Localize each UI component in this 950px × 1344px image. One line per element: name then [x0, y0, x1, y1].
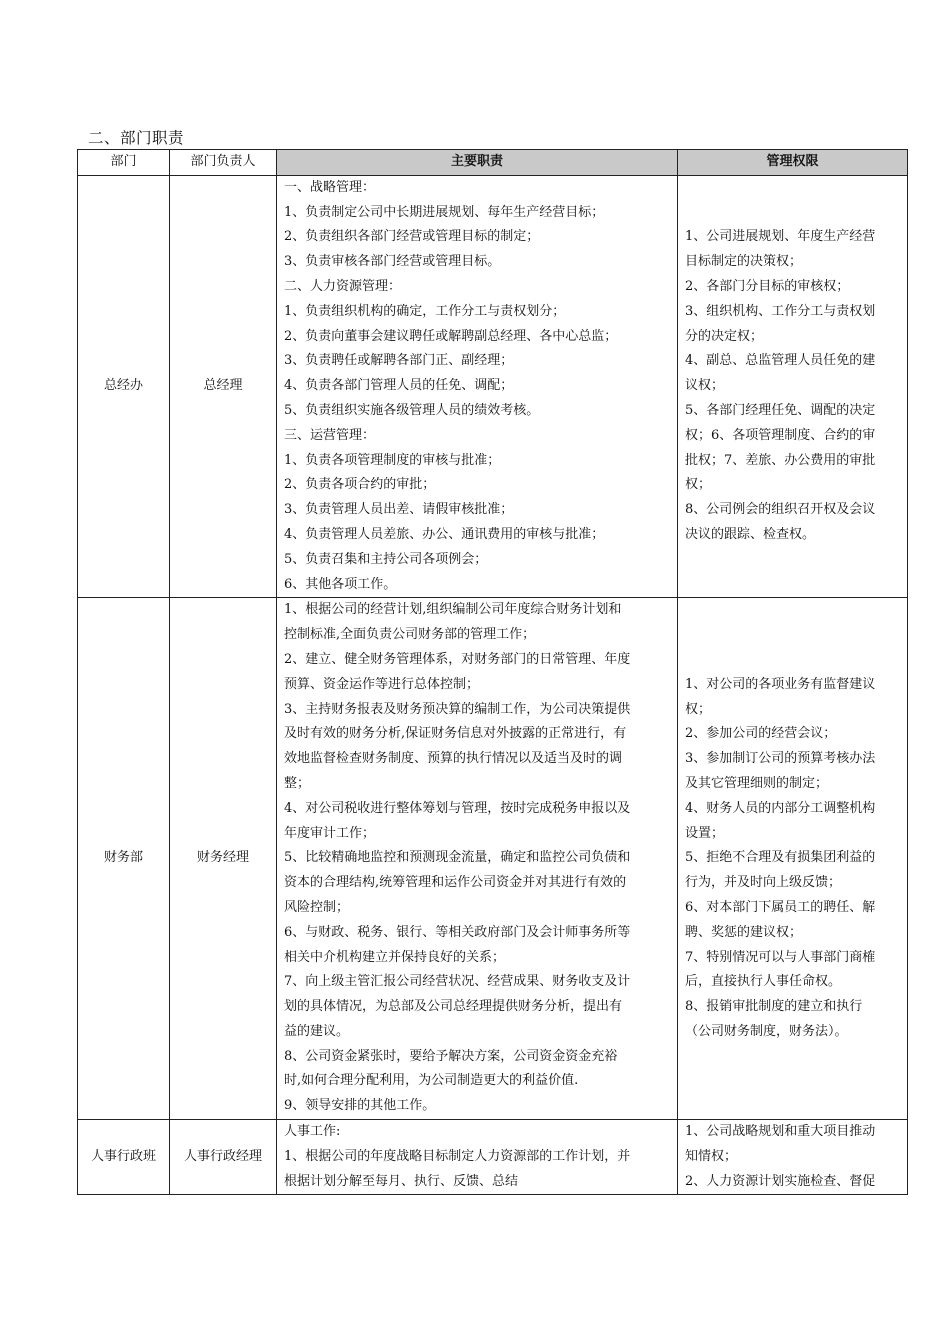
duty-line: 资本的合理结构,统筹管理和运作公司资金并对其进行有效的 — [284, 875, 627, 891]
duty-line: 5、负责组织实施各级管理人员的绩效考核。 — [284, 402, 540, 418]
authority-line: 6、对本部门下属员工的聘任、解 — [685, 899, 876, 915]
department-duties-table — [77, 149, 908, 1195]
duty-line: 1、根据公司的经营计划,组织编制公司年度综合财务计划和 — [284, 602, 622, 618]
authority-line: 知情权； — [685, 1148, 738, 1164]
duty-line: 相关中介机构建立并保持良好的关系； — [284, 949, 506, 965]
duty-line: 5、比较精确地监控和预测现金流量，确定和监控公司负债和 — [284, 850, 631, 866]
authority-line: 2、各部门分目标的审核权； — [685, 278, 850, 294]
authority-line: 4、财务人员的内部分工调整机构 — [685, 800, 876, 816]
main-duties-cell — [277, 1120, 678, 1195]
main-duties-cell — [277, 175, 678, 598]
authority-line: 4、副总、总监管理人员任免的建 — [685, 353, 876, 369]
authority-line: 2、参加公司的经营会议； — [685, 726, 837, 742]
duty-line: 整； — [284, 775, 311, 791]
duty-line: 二、人力资源管理： — [284, 278, 402, 294]
authority-line: 8、公司例会的组织召开权及会议 — [685, 502, 876, 518]
duty-line: 7、向上级主管汇报公司经营状况、经营成果、财务收支及计 — [284, 974, 631, 990]
duty-line: 1、负责各项管理制度的审核与批准； — [284, 452, 501, 468]
duty-line: 益的建议。 — [284, 1023, 350, 1039]
authority-line: 及其它管理细则的制定； — [685, 775, 829, 791]
authority-cell — [678, 598, 908, 1120]
authority-line: 5、拒绝不合理及有损集团利益的 — [685, 850, 876, 866]
authority-line: 2、人力资源计划实施检查、督促 — [685, 1173, 876, 1189]
header-main-duties: 主要职责 — [277, 150, 678, 176]
duty-line: 风险控制； — [284, 899, 350, 915]
authority-line: 分的决定权； — [685, 328, 764, 344]
section-heading: 二、部门职责 — [88, 129, 185, 147]
authority-cell — [678, 1120, 908, 1195]
authority-line: 3、组织机构、工作分工与责权划 — [685, 303, 876, 319]
authority-line: （公司财务制度，财务法）。 — [685, 1023, 848, 1039]
duty-line: 6、其他各项工作。 — [284, 576, 397, 592]
duty-line: 6、与财政、税务、银行、等相关政府部门及会计师事务所等 — [284, 924, 631, 940]
duty-line: 控制标准,全面负责公司财务部的管理工作； — [284, 627, 536, 643]
duty-line: 3、主持财务报表及财务预决算的编制工作，为公司决策提供 — [284, 701, 631, 717]
authority-line: 1、公司进展规划、年度生产经营 — [685, 229, 876, 245]
department-head-cell: 人事行政经理 — [170, 1120, 277, 1195]
duty-line: 2、建立、健全财务管理体系，对财务部门的日常管理、年度 — [284, 651, 631, 667]
duty-line: 时,如何合理分配利用，为公司制造更大的利益价值. — [284, 1073, 579, 1089]
authority-line: 权； — [685, 477, 712, 493]
duty-line: 预算、资金运作等进行总体控制； — [284, 676, 480, 692]
authority-line: 1、对公司的各项业务有监督建议 — [685, 676, 876, 692]
duty-line: 1、负责组织机构的确定，工作分工与责权划分； — [284, 303, 566, 319]
department-cell: 总经办 — [78, 175, 170, 598]
duty-line: 1、根据公司的年度战略目标制定人力资源部的工作计划，并 — [284, 1148, 631, 1164]
duty-line: 3、负责管理人员出差、请假审核批准； — [284, 502, 514, 518]
department-head-cell: 财务经理 — [170, 598, 277, 1120]
table-header-row — [78, 150, 908, 176]
duty-line: 4、负责管理人员差旅、办公、通讯费用的审核与批准； — [284, 526, 605, 542]
duty-line: 及时有效的财务分析,保证财务信息对外披露的正常进行，有 — [284, 726, 627, 742]
authority-line: 议权； — [685, 378, 725, 394]
authority-line: 7、特别情况可以与人事部门商榷 — [685, 949, 876, 965]
authority-line: 8、报销审批制度的建立和执行 — [685, 999, 863, 1015]
duty-line: 3、负责审核各部门经营或管理目标。 — [284, 254, 501, 270]
authority-line: 决议的跟踪、检查权。 — [685, 526, 816, 542]
authority-line: 设置； — [685, 825, 725, 841]
department-cell: 人事行政班 — [78, 1120, 170, 1195]
authority-cell — [678, 175, 908, 598]
duty-line: 2、负责各项合约的审批； — [284, 477, 436, 493]
authority-line: 聘、奖惩的建议权； — [685, 924, 803, 940]
authority-line: 行为，并及时向上级反馈； — [685, 875, 842, 891]
authority-line: 权； — [685, 701, 712, 717]
department-cell: 财务部 — [78, 598, 170, 1120]
table-row — [78, 1120, 908, 1195]
authority-line: 后，直接执行人事任命权。 — [685, 974, 842, 990]
duty-line: 2、负责向董事会建议聘任或解聘副总经理、各中心总监； — [284, 328, 618, 344]
duty-line: 8、公司资金紧张时，要给予解决方案，公司资金资金充裕 — [284, 1048, 618, 1064]
duty-line: 年度审计工作； — [284, 825, 376, 841]
authority-line: 5、各部门经理任免、调配的决定 — [685, 402, 876, 418]
header-authority: 管理权限 — [678, 150, 908, 176]
header-department-head: 部门负责人 — [170, 150, 277, 176]
department-head-cell: 总经理 — [170, 175, 277, 598]
duty-line: 人事工作: — [284, 1124, 341, 1140]
authority-line: 目标制定的决策权； — [685, 254, 803, 270]
duty-line: 效地监督检查财务制度、预算的执行情况以及适当及时的调 — [284, 751, 623, 767]
authority-line: 权；6、各项管理制度、合约的审 — [685, 427, 876, 443]
duty-line: 3、负责聘任或解聘各部门正、副经理； — [284, 353, 514, 369]
header-department: 部门 — [78, 150, 170, 176]
duty-line: 5、负责召集和主持公司各项例会； — [284, 551, 488, 567]
duty-line: 4、对公司税收进行整体筹划与管理，按时完成税务申报以及 — [284, 800, 631, 816]
duty-line: 三、运营管理： — [284, 427, 376, 443]
duty-line: 一、战略管理： — [284, 179, 376, 195]
authority-line: 1、公司战略规划和重大项目推动 — [685, 1124, 876, 1140]
table-row — [78, 175, 908, 598]
duty-line: 划的具体情况，为总部及公司总经理提供财务分析，提出有 — [284, 999, 623, 1015]
duty-line: 根据计划分解至每月、执行、反馈、总结 — [284, 1173, 519, 1189]
main-duties-cell — [277, 598, 678, 1120]
duty-line: 4、负责各部门管理人员的任免、调配； — [284, 378, 514, 394]
authority-line: 3、参加制订公司的预算考核办法 — [685, 751, 876, 767]
duty-line: 1、负责制定公司中长期进展规划、每年生产经营目标； — [284, 204, 605, 220]
duty-line: 9、领导安排的其他工作。 — [284, 1098, 436, 1114]
authority-line: 批权；7、差旅、办公费用的审批 — [685, 452, 876, 468]
duty-line: 2、负责组织各部门经营或管理目标的制定； — [284, 229, 540, 245]
table-row — [78, 598, 908, 1120]
